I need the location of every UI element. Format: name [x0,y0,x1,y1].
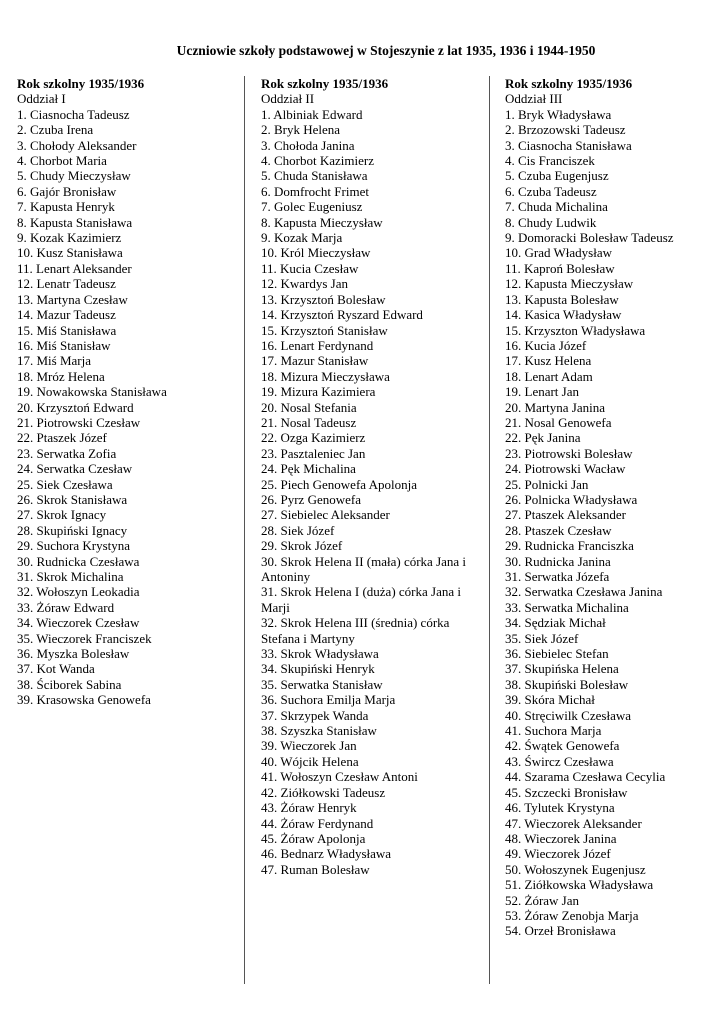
student-entry: 8. Kapusta Mieczysław [261,214,383,230]
student-entry: 52. Żóraw Jan [505,892,580,908]
student-entry: 37. Skupińska Helena [505,661,619,677]
student-entry: 8. Chudy Ludwik [505,214,597,230]
student-entry: 8. Kapusta Stanisława [17,214,133,230]
student-entry: 45. Żóraw Apolonja [261,830,366,846]
student-entry: 11. Lenart Aleksander [17,260,132,276]
student-entry: 4. Chorbot Kazimierz [261,153,374,169]
student-entry: 22. Ptaszek Józef [17,430,107,446]
student-entry: 24. Pęk Michalina [261,461,356,477]
division-label: Oddział III [505,91,563,107]
student-entry: 18. Lenart Adam [505,368,593,384]
student-entry: 38. Ściborek Sabina [17,676,122,692]
student-entry: 3. Chołoda Janina [261,137,355,153]
student-entry: 13. Martyna Czesław [17,291,128,307]
student-entry: 44. Żóraw Ferdynand [261,815,374,831]
document-title: Uczniowie szkoły podstawowej w Stojeszynie z lat 1935, 1936 i 1944-1950 [176,43,596,58]
student-entry: 12. Kwardys Jan [261,276,349,292]
student-entry: 34. Wieczorek Czesław [17,615,140,631]
student-entry: 29. Rudnicka Franciszka [505,538,634,554]
division-label: Oddział II [261,91,315,107]
student-entry: 20. Martyna Janina [505,399,606,415]
student-entry: 19. Nowakowska Stanisława [17,384,167,400]
student-entry: 19. Lenart Jan [505,384,580,400]
student-entry: 37. Kot Wanda [17,661,95,677]
student-entry: 10. Kusz Stanisława [17,245,123,261]
student-entry: 32. Serwatka Czesława Janina [505,584,663,600]
division-label: Oddział I [17,91,66,107]
student-entry: 35. Siek Józef [505,630,579,646]
student-entry: 27. Siebielec Aleksander [261,507,390,523]
student-entry: 31. Skrok Michalina [17,569,124,584]
student-entry: 11. Kucia Czesław [261,260,359,276]
student-entry: 22. Pęk Janina [505,430,581,446]
student-entry: 9. Domoracki Bolesław Tadeusz [505,230,674,246]
student-entry: 31. Skrok Helena I (duża) córka Jana i Marji [261,584,461,615]
column-oddzial-1 [17,76,237,708]
student-entry: 7. Chuda Michalina [505,199,608,215]
student-entry: 32. Wołoszyn Leokadia [17,584,140,600]
student-entry: 50. Wołoszynek Eugenjusz [505,861,646,877]
student-entry: 13. Krzysztoń Bolesław [261,291,386,307]
student-entry: 17. Mazur Stanisław [261,353,369,369]
school-year-heading: Rok szkolny 1935/1936 [505,76,633,91]
student-entry: 27. Ptaszek Aleksander [505,507,626,523]
student-entry: 5. Chuda Stanisława [261,168,368,184]
student-entry: 23. Piotrowski Bolesław [505,445,633,461]
student-entry: 30. Rudnicka Janina [505,553,611,569]
column-divider [489,76,490,984]
student-entry: 17. Kusz Helena [505,353,592,369]
student-entry: 24. Piotrowski Wacław [505,461,626,477]
student-entry: 12. Kapusta Mieczysław [505,276,634,292]
student-entry: 7. Golec Eugeniusz [261,199,363,215]
school-year-heading: Rok szkolny 1935/1936 [261,76,389,91]
student-entry: 9. Kozak Kazimierz [17,230,122,246]
student-entry: 4. Cis Franciszek [505,153,595,169]
student-entry: 40. Stręciwilk Czesława [505,707,631,723]
student-entry: 30. Rudnicka Czesława [17,553,140,569]
student-entry: 14. Kasica Władysław [505,307,622,323]
student-entry: 25. Piech Genowefa Apolonja [261,476,417,492]
student-entry: 10. Grad Władysław [505,245,612,261]
student-entry: 45. Szczecki Bronisław [505,784,628,800]
student-entry: 16. Lenart Ferdynand [261,337,374,353]
student-entry: 26. Skrok Stanisława [17,491,128,507]
student-entry: 27. Skrok Ignacy [17,507,107,523]
student-entry: 21. Nosal Genowefa [505,414,612,430]
student-entry: 7. Kapusta Henryk [17,199,115,215]
student-entry: 23. Serwatka Zofia [17,445,117,461]
student-entry: 21. Piotrowski Czesław [17,414,141,430]
student-entry: 38. Szyszka Stanisław [261,723,377,739]
student-entry: 47. Wieczorek Aleksander [505,815,642,831]
student-entry: 39. Krasowska Genowefa [17,692,151,708]
student-entry: 33. Serwatka Michalina [505,599,629,615]
student-entry: 18. Mizura Mieczysława [261,368,390,384]
student-entry: 1. Ciasnocha Tadeusz [17,106,130,122]
student-entry: 14. Krzysztoń Ryszard Edward [261,307,423,323]
student-entry: 54. Orzeł Bronisława [505,923,616,939]
student-entry: 20. Krzysztoń Edward [17,399,134,415]
student-list [17,107,237,708]
column-oddzial-2 [261,76,481,877]
student-entry: 29. Suchora Krystyna [17,538,131,554]
student-entry: 43. Śwircz Czesława [505,753,614,769]
student-entry: 5. Czuba Eugenjusz [505,168,609,184]
student-entry: 2. Brzozowski Tadeusz [505,122,626,138]
student-entry: 36. Myszka Bolesław [17,646,130,662]
student-entry: 34. Sędziak Michał [505,615,606,631]
student-entry: 34. Skupiński Henryk [261,661,375,677]
student-entry: 2. Czuba Irena [17,122,94,138]
student-entry: 36. Siebielec Stefan [505,646,609,662]
student-entry: 28. Ptaszek Czesław [505,522,612,538]
student-entry: 46. Bednarz Władysława [261,846,392,862]
student-entry: 2. Bryk Helena [261,122,341,138]
student-entry: 28. Siek Józef [261,522,335,538]
student-entry: 13. Kapusta Bolesław [505,291,619,307]
student-entry: 40. Wójcik Helena [261,753,359,769]
student-entry: 1. Albiniak Edward [261,106,363,122]
student-entry: 1. Bryk Władysława [505,106,612,122]
student-entry: 29. Skrok Józef [261,538,343,554]
student-entry: 30. Skrok Helena II (mała) córka Jana i Antoniny [261,553,467,584]
student-entry: 35. Serwatka Stanisław [261,676,383,692]
student-entry: 22. Ozga Kazimierz [261,430,366,446]
student-entry: 20. Nosal Stefania [261,399,357,415]
student-entry: 37. Skrzypek Wanda [261,707,369,723]
student-entry: 4. Chorbot Maria [17,153,107,169]
student-entry: 33. Skrok Władysława [261,646,379,662]
student-entry: 33. Żóraw Edward [17,599,115,615]
student-entry: 10. Król Mieczysław [261,245,371,261]
student-entry: 3. Chołody Aleksander [17,137,137,153]
student-entry: 25. Polnicki Jan [505,476,589,492]
student-entry: 6. Gajór Bronisław [17,183,117,199]
student-entry: 42. Śwątek Genowefa [505,738,620,754]
student-list [505,107,720,939]
student-entry: 53. Żóraw Zenobja Marja [505,907,639,923]
student-entry: 11. Kaproń Bolesław [505,260,615,276]
student-entry: 6. Czuba Tadeusz [505,183,597,199]
student-entry: 48. Wieczorek Janina [505,830,617,846]
column-divider [244,76,245,984]
student-entry: 21. Nosal Tadeusz [261,414,357,430]
student-entry: 16. Miś Stanisław [17,337,111,353]
student-entry: 15. Krzysztoń Stanisław [261,322,388,338]
student-entry: 3. Ciasnocha Stanisława [505,137,632,153]
student-entry: 47. Ruman Bolesław [261,861,370,877]
column-oddzial-3 [505,76,720,939]
student-entry: 35. Wieczorek Franciszek [17,630,152,646]
student-entry: 28. Skupiński Ignacy [17,522,128,538]
student-entry: 26. Polnicka Władysława [505,491,638,507]
student-list [261,107,481,877]
student-entry: 17. Miś Marja [17,353,92,369]
student-entry: 26. Pyrz Genowefa [261,491,361,507]
student-entry: 25. Siek Czesława [17,476,113,492]
school-year-heading: Rok szkolny 1935/1936 [17,76,145,91]
student-entry: 16. Kucia Józef [505,337,587,353]
student-entry: 39. Skóra Michał [505,692,595,708]
student-entry: 15. Miś Stanisława [17,322,117,338]
student-entry: 36. Suchora Emilja Marja [261,692,396,708]
student-entry: 14. Mazur Tadeusz [17,307,116,323]
student-entry: 51. Ziółkowska Władysława [505,877,654,893]
student-entry: 39. Wieczorek Jan [261,738,357,754]
student-entry: 43. Żóraw Henryk [261,800,357,816]
student-entry: 19. Mizura Kazimiera [261,384,376,400]
student-entry: 46. Tylutek Krystyna [505,800,615,816]
student-entry: 12. Lenatr Tadeusz [17,276,116,292]
student-entry: 24. Serwatka Czesław [17,461,133,477]
student-entry: 38. Skupiński Bolesław [505,676,629,692]
student-entry: 18. Mróz Helena [17,368,105,384]
student-entry: 42. Ziółkowski Tadeusz [261,784,386,800]
student-entry: 9. Kozak Marja [261,230,343,246]
student-entry: 44. Szarama Czesława Cecylia [505,769,666,785]
student-entry: 23. Pasztaleniec Jan [261,445,366,461]
student-entry: 6. Domfrocht Frimet [261,183,369,199]
student-entry: 31. Serwatka Józefa [505,569,610,584]
student-entry: 49. Wieczorek Józef [505,846,611,862]
student-entry: 15. Krzyszton Władysława [505,322,646,338]
student-entry: 5. Chudy Mieczysław [17,168,131,184]
student-entry: 32. Skrok Helena III (średnia) córka Stefana i Martyny [261,615,450,646]
student-entry: 41. Suchora Marja [505,723,602,739]
student-entry: 41. Wołoszyn Czesław Antoni [261,769,418,785]
